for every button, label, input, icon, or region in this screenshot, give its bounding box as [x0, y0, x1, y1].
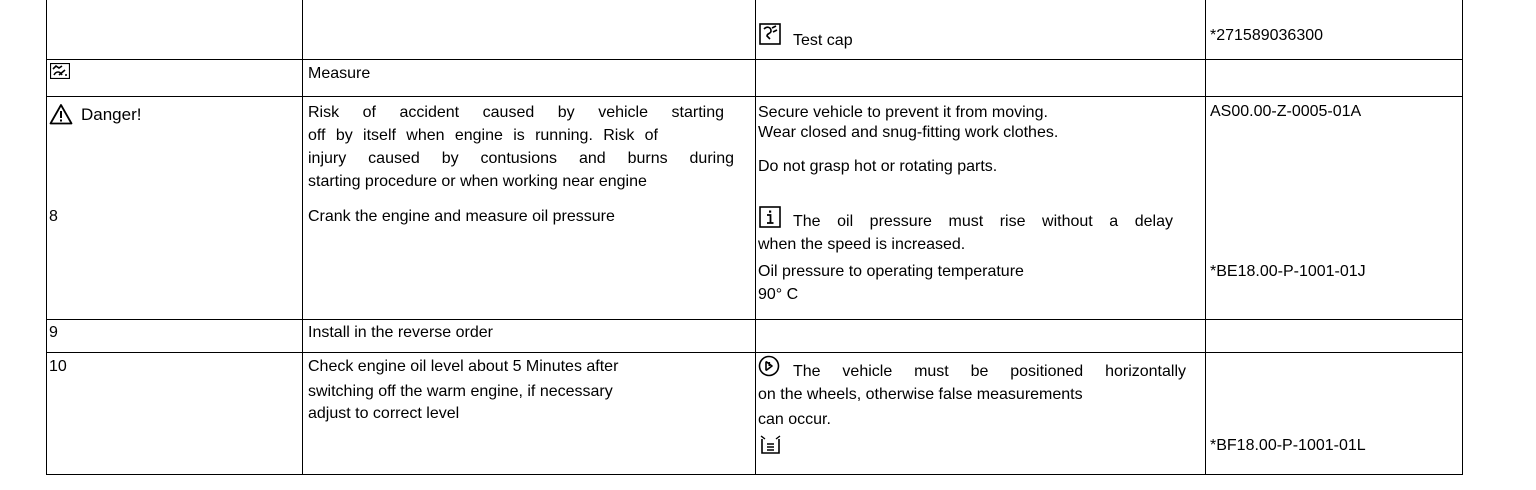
oil-container-icon	[759, 433, 783, 455]
step-number: 9	[49, 324, 58, 341]
action-line: injury caused by contusions and burns during	[308, 150, 734, 167]
action-line: starting procedure or when working near engine	[308, 173, 647, 190]
step-number: 10	[49, 358, 67, 375]
grid-line	[755, 0, 756, 475]
action-text: Install in the reverse order	[308, 324, 493, 341]
step-number: 8	[49, 208, 58, 225]
note-text: The oil pressure must rise without a delay	[793, 213, 1173, 230]
action-line: switching off the warm engine, if necessary	[308, 383, 613, 400]
grid-line	[46, 319, 1463, 320]
grid-line	[1205, 0, 1206, 475]
action-line: Check engine oil level about 5 Minutes after	[308, 358, 619, 375]
note-text: when the speed is increased.	[758, 236, 966, 253]
tool-box-icon	[759, 23, 781, 45]
action-text: Crank the engine and measure oil pressure	[308, 208, 615, 225]
reference-code: *271589036300	[1210, 27, 1324, 44]
work-step-table	[46, 0, 1463, 475]
note-text: Do not grasp hot or rotating parts.	[758, 158, 998, 175]
caution-circle-icon	[758, 355, 780, 377]
grid-line	[1462, 0, 1463, 475]
note-text: The vehicle must be positioned horizontally	[793, 363, 1186, 380]
danger-description	[308, 101, 734, 193]
note-text: Wear closed and snug-fitting work clothes.	[758, 124, 1059, 141]
grid-line	[46, 59, 1463, 60]
action-line: off by itself when engine is running. Risk of	[308, 127, 658, 144]
note-text: 90° C	[758, 286, 799, 303]
action-line: adjust to correct level	[308, 405, 460, 422]
action-line: Risk of accident caused by vehicle starting	[308, 104, 724, 121]
grid-line	[302, 0, 303, 475]
note-text: on the wheels, otherwise false measurements	[758, 386, 1083, 403]
grid-line	[46, 352, 1463, 353]
danger-label: Danger!	[81, 105, 142, 124]
note-text: Oil pressure to operating temperature	[758, 263, 1024, 280]
reference-code: AS00.00-Z-0005-01A	[1210, 103, 1362, 120]
note-text: Secure vehicle to prevent it from moving.	[758, 104, 1048, 121]
note-text: can occur.	[758, 411, 831, 428]
grid-line	[46, 474, 1463, 475]
reference-code: *BE18.00-P-1001-01J	[1210, 263, 1366, 280]
measure-gauge-icon	[50, 63, 70, 79]
note-text: Test cap	[793, 32, 853, 49]
info-icon	[759, 206, 781, 228]
action-text: Measure	[308, 65, 371, 82]
warning-triangle-icon	[49, 103, 73, 125]
reference-code: *BF18.00-P-1001-01L	[1210, 437, 1366, 454]
grid-line	[46, 0, 47, 475]
grid-line	[46, 96, 1463, 97]
